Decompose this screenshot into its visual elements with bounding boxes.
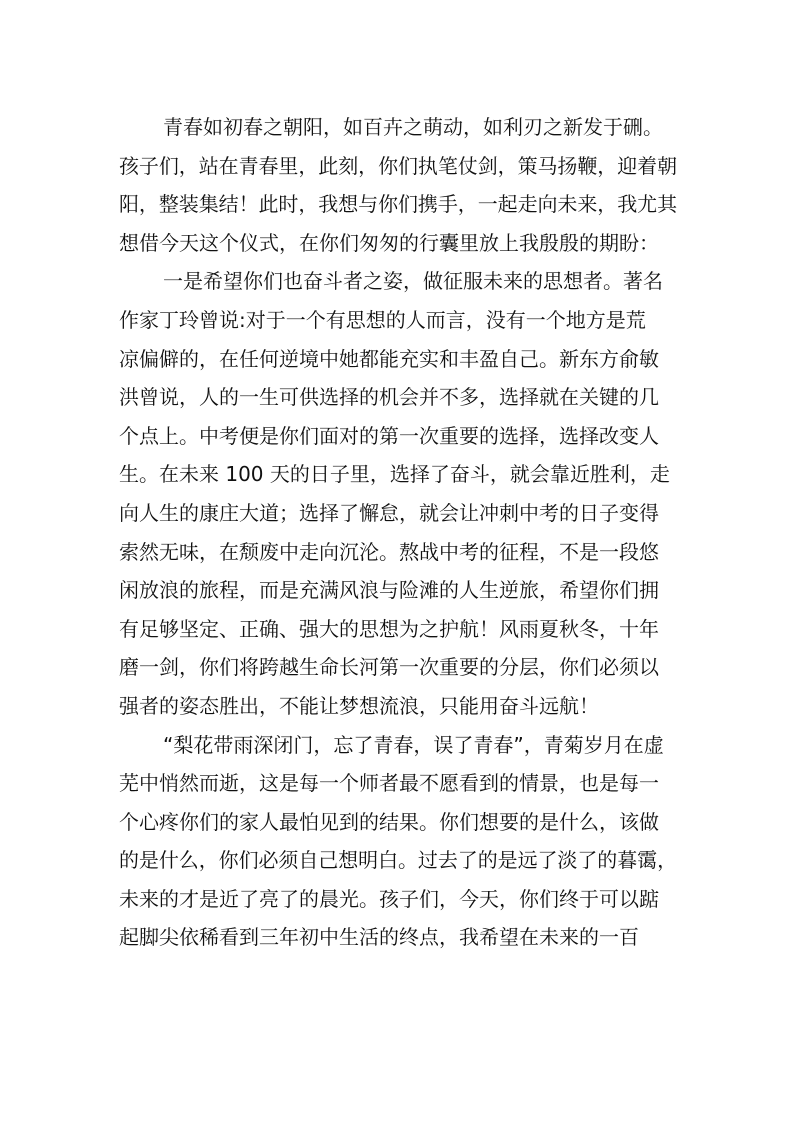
text-line: 想借今天这个仪式，在你们匆匆的行囊里放上我殷殷的期盼： — [119, 230, 659, 255]
text-line: 闲放浪的旅程，而是充满风浪与险滩的人生逆旅，希望你们拥 — [119, 578, 659, 603]
text-line: 个点上。中考便是你们面对的第一次重要的选择，选择改变人 — [119, 423, 659, 448]
text-line: 索然无味，在颓废中走向沉沦。熬战中考的征程，不是一段悠 — [119, 539, 659, 564]
text-line: 磨一剑，你们将跨越生命长河第一次重要的分层，你们必须以 — [119, 655, 659, 680]
text-line: 生。在未来 100 天的日子里，选择了奋斗，就会靠近胜利，走 — [119, 462, 670, 487]
text-line: 起脚尖依稀看到三年初中生活的终点，我希望在未来的一百 — [119, 925, 639, 950]
text-line: 强者的姿态胜出，不能让梦想流浪，只能用奋斗远航！ — [119, 693, 599, 718]
text-line: “梨花带雨深闭门，忘了青春，误了青春”，青菊岁月在虚 — [163, 732, 664, 757]
text-line: 未来的才是近了亮了的晨光。孩子们，今天，你们终于可以踮 — [119, 886, 659, 911]
text-line: 凉偏僻的，在任何逆境中她都能充实和丰盈自己。新东方俞敏 — [119, 346, 659, 371]
text-line: 阳，整装集结！此时，我想与你们携手，一起走向未来，我尤其 — [119, 192, 677, 217]
text-line: 作家丁玲曾说:对于一个有思想的人而言，没有一个地方是荒 — [119, 307, 646, 332]
text-line: 洪曾说，人的一生可供选择的机会并不多，选择就在关键的几 — [119, 385, 659, 410]
text-line: 向人生的康庄大道；选择了懈怠，就会让冲刺中考的日子变得 — [119, 500, 659, 525]
text-line: 有足够坚定、正确、强大的思想为之护航！风雨夏秋冬，十年 — [119, 616, 659, 641]
text-line: 青春如初春之朝阳，如百卉之萌动，如利刃之新发于硎。 — [163, 115, 663, 139]
text-line: 孩子们，站在青春里，此刻，你们执笔仗剑，策马扬鞭，迎着朝 — [119, 153, 677, 178]
text-line: 的是什么，你们必须自己想明白。过去了的是远了淡了的暮霭， — [119, 848, 677, 873]
text-line: 个心疼你们的家人最怕见到的结果。你们想要的是什么，该做 — [119, 809, 659, 834]
document-body — [119, 108, 677, 957]
text-line: 一是希望你们也奋斗者之姿，做征服未来的思想者。著名 — [163, 269, 663, 294]
text-line: 芜中悄然而逝，这是每一个师者最不愿看到的情景，也是每一 — [119, 771, 659, 796]
